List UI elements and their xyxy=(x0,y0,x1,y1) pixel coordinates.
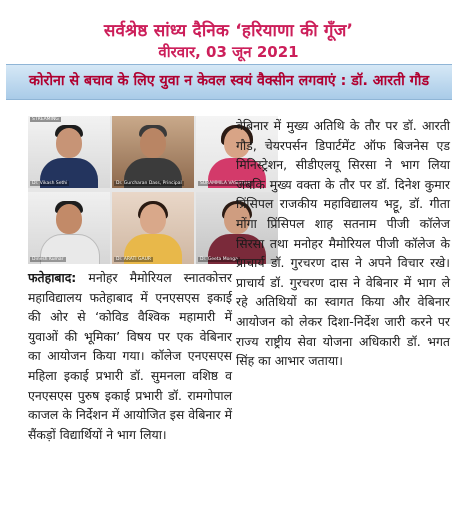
participant-tile xyxy=(112,192,194,264)
masthead-title: सर्वश्रेष्ठ सांध्य दैनिक ‘हरियाणा की गूँज’ xyxy=(103,21,354,41)
article-column-right xyxy=(236,116,450,371)
headline: कोरोना से बचाव के लिए युवा न केवल स्वयं वैक्सीन लगवाएं : डॉ. आरती गौड xyxy=(28,73,430,89)
article-paragraph: मनोहर मैमोरियल स्नातकोत्तर महाविद्यालय फतेहाबाद में एनएसएस इकाई की ओर से ‘कोविड वैश्विक महामारी में युवाओं की भूमिका’ विषय पर एक वेबिनार का आयोजन किया गया। कॉलेज एनएसएस महिला इकाई प्रभारी डॉ. सुमनला वशिष्ठ व एनएसएस पुरुष इकाई प्रभारी डॉ. रामगोपाल काजल के निर्देशन में आयोजित इस वेबिनार में सैंकड़ों विद्यार्थियों ने भाग लिया। xyxy=(28,270,232,442)
headline-band xyxy=(6,64,452,100)
participant-tile xyxy=(112,116,194,188)
participant-name: SURAMMILA VASISTHA xyxy=(200,181,251,186)
article-column-left xyxy=(28,268,232,444)
participant-name: Dinesh Kumar xyxy=(32,257,64,262)
streaming-watermark: STREAMING xyxy=(32,117,59,122)
article-dateline: फतेहाबाद: xyxy=(28,270,77,285)
article-paragraph: वेबिनार में मुख्य अतिथि के तौर पर डॉ. आरती गौड, चेयरपर्सन डिपार्टमेंट ऑफ बिजनेस एड मिनिस्ट्रेशन, सीडीएलयू सिरसा ने भाग लिया जबकि मुख्य वक्ता के तौर पर डॉ. दिनेश कुमार प्रिंसिपल राजकीय महाविद्यालय भट्टू, डॉ. गीता मोंगा प्रिंसिपल शाह सतनाम पीजी कॉलेज सिरसा तथा मनोहर मैमोरियल पीजी कॉलेज के प्राचार्य डॉ. गुरचरण दास ने अपने विचार रखे। प्राचार्य डॉ. गुरचरण दास ने वेबिनार में भाग ले रहे अतिथियों का स्वागत किया और वेबिनार आयोजन को लेकर दिशा-निर्देश जारी करने पर राज्य राष्ट्रीय सेवा योजना अधिकारी डॉ. भगत सिंह का आभार जताया। xyxy=(236,118,450,369)
publication-date: वीरवार, 03 जून 2021 xyxy=(158,43,299,61)
participant-name: Dr. Geeta Monga xyxy=(200,257,238,262)
participant-tile xyxy=(28,192,110,264)
participant-name: Dr. Gurcharan Dass, Principal xyxy=(116,181,182,186)
participant-name: Dr. Vikash Sethi xyxy=(32,181,68,186)
participant-name: Dr. ARATI GAUR xyxy=(116,257,152,262)
participant-tile xyxy=(28,116,110,188)
